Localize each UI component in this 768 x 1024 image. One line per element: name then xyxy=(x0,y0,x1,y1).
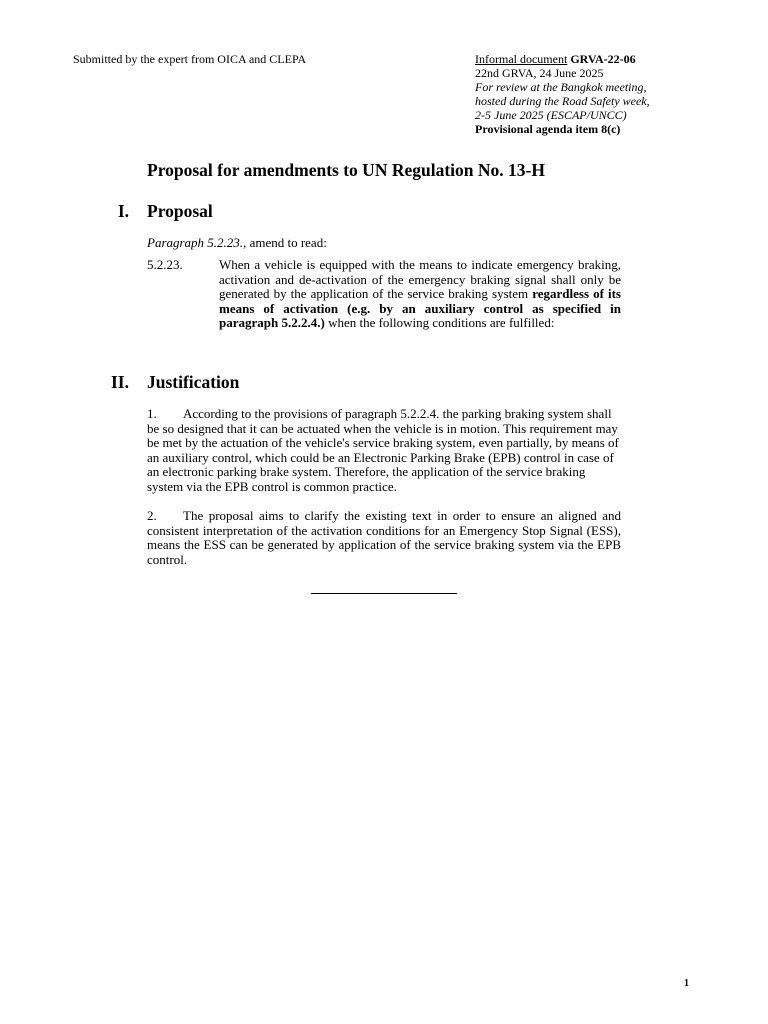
paragraph-reference xyxy=(147,236,327,251)
session-info: 22nd GRVA, 24 June 2025 xyxy=(475,66,604,80)
justification-1-text: According to the provisions of paragraph 5.2.2.4. the parking braking system shall be so designed that it can be actuated when the vehicle is in motion. This requirement may be met by the actuation of the vehicle's service braking system, even partially, by means of an auxiliary control, which could be an Electronic Parking Brake (EPB) control in case of an electronic parking brake system. Therefore, the application of the service braking system via the EPB control is common practice. xyxy=(147,406,619,494)
document-title: Proposal for amendments to UN Regulation No. 13-H xyxy=(147,160,545,180)
document-identifier xyxy=(475,52,675,66)
paragraph-text-amendment: regardless of its means of activation (e.g. by an auxiliary control as specified in paragraph 5.2.2.4.) xyxy=(219,286,621,331)
section-1-heading: Proposal xyxy=(147,201,213,221)
end-separator-rule xyxy=(311,593,457,594)
submitted-by: Submitted by the expert from OICA and CLEPA xyxy=(73,52,307,66)
document-type: Informal document xyxy=(475,52,568,66)
paragraph-reference-number: Paragraph 5.2.23. xyxy=(147,235,244,250)
section-2-heading: Justification xyxy=(147,372,240,392)
agenda-item: Provisional agenda item 8(c) xyxy=(475,122,621,136)
document-id: GRVA-22-06 xyxy=(570,52,636,66)
review-line-1: For review at the Bangkok meeting, xyxy=(475,80,647,94)
paragraph-number: 5.2.23. xyxy=(147,257,183,272)
justification-2-number: 2. xyxy=(147,508,157,523)
paragraph-body xyxy=(219,258,621,331)
justification-paragraph-1 xyxy=(147,407,620,495)
justification-paragraph-2 xyxy=(147,509,621,567)
document-header-block xyxy=(475,52,675,136)
section-1-number: I. xyxy=(117,201,129,221)
justification-2-text: The proposal aims to clarify the existing text in order to ensure an aligned and consistent interpretation of the activation conditions for an Emergency Stop Signal (ESS), means the ESS can be generated by application of the service braking system via the EPB control. xyxy=(147,508,621,567)
page-number: 1 xyxy=(684,978,689,989)
review-line-2: hosted during the Road Safety week, xyxy=(475,94,650,108)
review-line-3: 2-5 June 2025 (ESCAP/UNCC) xyxy=(475,108,627,122)
paragraph-reference-instruction: , amend to read: xyxy=(243,235,327,250)
paragraph-text-end: when the following conditions are fulfilled: xyxy=(324,315,555,331)
paragraph-text-plain: When a vehicle is equipped with the means to indicate emergency braking, activation and de-activation of the emergency braking signal shall only be generated by the application of the service braking system xyxy=(219,257,621,302)
justification-1-number: 1. xyxy=(147,406,157,421)
section-2-number: II. xyxy=(111,372,129,392)
